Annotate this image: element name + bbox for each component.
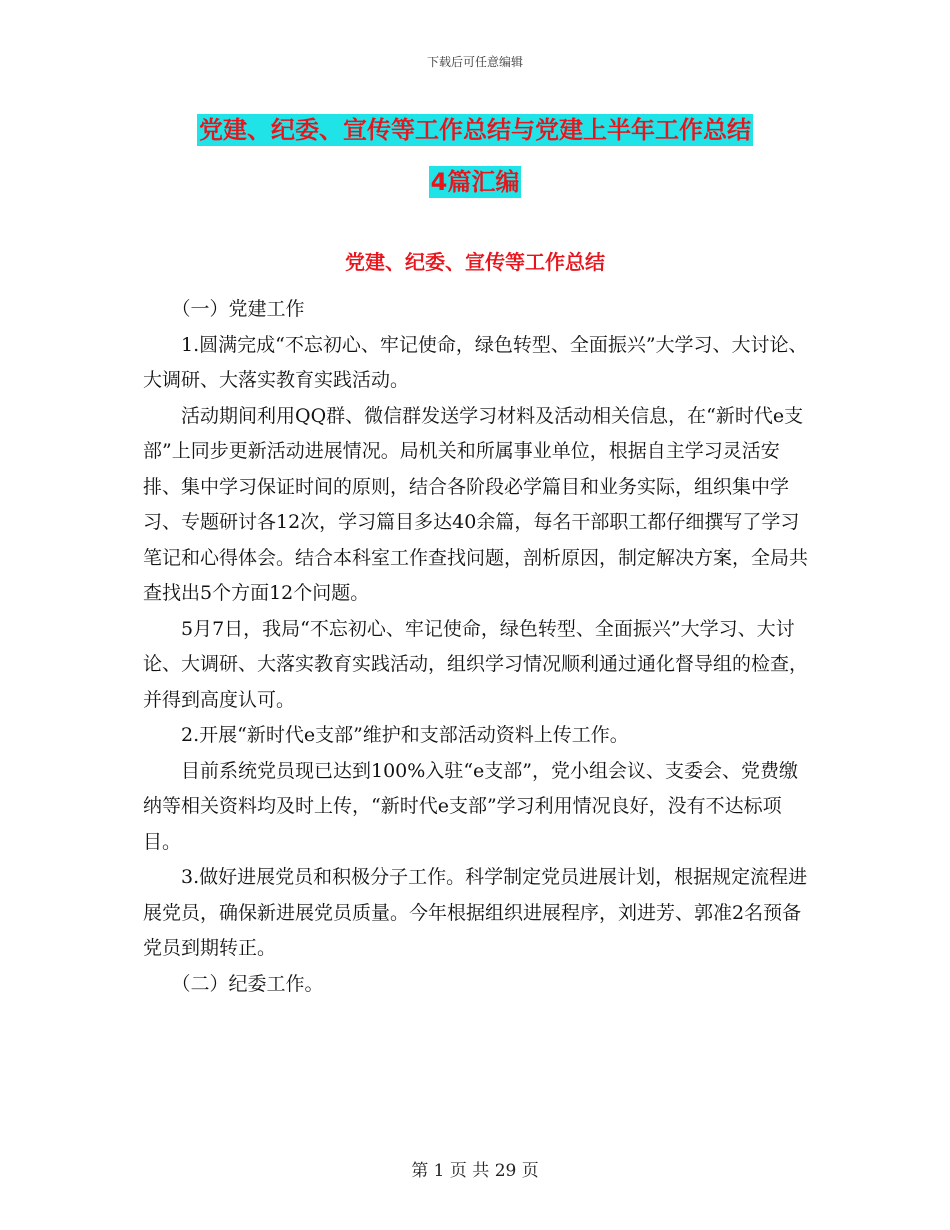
document-body [143, 292, 811, 1002]
document-title [0, 104, 950, 208]
subheading-discipline: （二）纪委工作。 [171, 972, 324, 995]
section-title: 党建、纪委、宣传等工作总结 [345, 250, 605, 274]
document-title-line-1 [0, 104, 950, 156]
paragraph: 1.圆满完成“不忘初心、牢记使命，绿色转型、全面振兴”大学习、大讨论、大调研、大落实教育实践活动。 [143, 333, 808, 391]
paragraph: 目前系统党员现已达到100%入驻“e支部”，党小组会议、支委会、党费缴纳等相关资料均及时上传，“新时代e支部”学习利用情况良好，没有不达标项目。 [143, 759, 798, 853]
subheading-party-building: （一）党建工作 [171, 298, 305, 320]
document-title-line-2 [0, 156, 950, 208]
title-highlight: 党建、纪委、宣传等工作总结与党建上半年工作总结 [199, 116, 751, 144]
paragraph: 5月7日，我局“不忘初心、牢记使命，绿色转型、全面振兴”大学习、大讨论、大调研、大落实教育实践活动，组织学习情况顺利通过通化督导组的检查，并得到高度认可。 [143, 617, 809, 711]
paragraph: 活动期间利用QQ群、微信群发送学习材料及活动相关信息，在“新时代e支部”上同步更新活动进展情况。局机关和所属事业单位，根据自主学习灵活安排、集中学习保证时间的原则，结合各阶段必学篇目和业务实际，组织集中学习、专题研讨各12次，学习篇目多达40余篇，每名干部职工都仔细撰写了学习笔记和心得体会。结合本科室工作查找问题，剖析原因，制定解决方案，全局共查找出5个方面12个问题。 [143, 404, 809, 604]
page-header: 下载后可任意编辑 [426, 55, 523, 69]
title-highlight: 4篇汇编 [430, 168, 520, 196]
paragraph: 3.做好进展党员和积极分子工作。科学制定党员进展计划，根据规定流程进展党员，确保新进展党员质量。今年根据组织进展程序，刘进芳、郭准2名预备党员到期转正。 [143, 866, 808, 959]
paragraph: 2.开展“新时代e支部”维护和支部活动资料上传工作。 [181, 724, 629, 746]
page-footer: 第 1 页 共 29 页 [411, 1161, 539, 1181]
